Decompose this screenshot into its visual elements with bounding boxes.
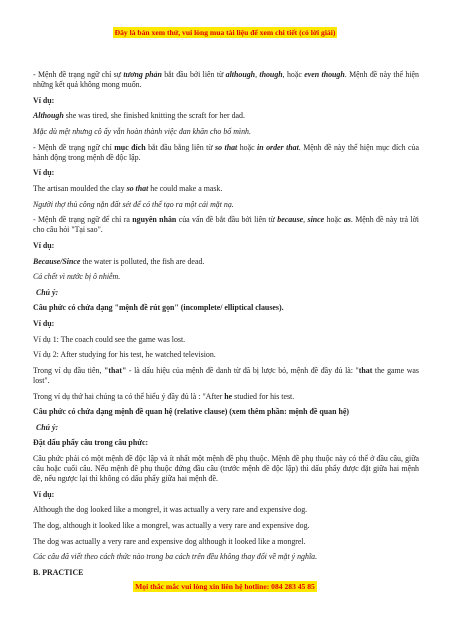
text: Trong ví dụ thứ hai chúng ta có thể hiểu ý đầy đủ là : "After <box>33 391 225 401</box>
text: bắt đầu bằng liên từ <box>145 142 216 152</box>
explanation-paragraph <box>33 392 419 402</box>
keyword: so that <box>126 183 149 193</box>
example-sentence <box>33 184 419 194</box>
term-contrast: tương phản <box>123 70 162 79</box>
explanation-paragraph <box>33 366 419 386</box>
text: - Mệnh đề trạng ngữ chỉ <box>33 142 115 152</box>
example-sentence: The dog, although it looked like a mongrel, was actually a very rare and expensive dog. <box>33 521 310 531</box>
practice-section-heading: B. PRACTICE <box>33 567 84 577</box>
example-translation: Mặc dù mệt nhưng cô ấy vẫn hoàn thành việc đan khăn cho bố mình. <box>33 126 251 136</box>
note-heading: Chú ý: <box>36 287 59 297</box>
keyword: though <box>259 70 283 79</box>
example-heading: Ví dụ: <box>33 95 55 105</box>
text: , hoặc <box>282 70 305 79</box>
text: he could make a mask. <box>148 183 223 193</box>
keyword: that <box>358 365 373 375</box>
term-reason: nguyên nhân <box>132 215 177 225</box>
example-heading: Ví dụ: <box>33 318 55 328</box>
text: , <box>303 215 308 225</box>
preview-notice-text: Đây là bản xem thử, vui lòng mua tài liệu để xem chi tiết (có lời giải) <box>114 28 336 37</box>
purpose-clause-paragraph <box>33 143 419 163</box>
text: The artisan moulded the clay <box>33 183 127 193</box>
text: hoặc <box>324 215 344 225</box>
keyword: in order that <box>257 142 299 152</box>
preview-notice-banner <box>0 28 450 37</box>
example-heading: Ví dụ: <box>33 489 55 499</box>
example-sentence: The dog was actually a very rare and expensive dog although it looked like a mongrel. <box>33 536 306 546</box>
text: . Mệnh đề này trả lời cho câu hỏi "Tại sao". <box>33 215 419 235</box>
text: - là dấu hiệu của mệnh đề danh từ đã bị lược bỏ, mệnh đề đầy đủ là: " <box>126 365 359 375</box>
example-translation: Người thợ thủ công nặn đất sét để có thể tạo ra một cái mặt nạ. <box>33 199 234 209</box>
example-note: Các câu đã viết theo cách thức nào trong ba cách trên đều không thay đổi về mặt ý nghĩa. <box>33 552 318 562</box>
example-sentence: Ví dụ 1: The coach could see the game was lost. <box>33 334 186 344</box>
keyword: Although <box>33 111 64 121</box>
example-sentence <box>33 257 419 267</box>
text: của vấn đề bắt đầu bởi liên từ <box>176 215 278 225</box>
text: the water is polluted, the fish are dead. <box>80 256 205 266</box>
text: bắt đầu bởi liên từ <box>161 70 226 79</box>
comma-rule-paragraph: Câu phức phải có một mệnh đề độc lập và ít nhất một mệnh đề phụ thuộc. Mệnh đề phụ thuộc này có thể ở đầu câu, giữa câu hoặc cuối câu. Nếu mệnh đề phụ thuộc đứng đầu câu (trước mệnh đề độc lập) thì dấu phẩy được đặt giữa hai mệnh đề, nếu ngược lại thì không có dấu phẩy giữa hai mệnh đề. <box>33 453 419 484</box>
example-sentence <box>33 111 419 121</box>
text: hoặc <box>237 142 258 152</box>
text: studied for his test. <box>232 391 295 401</box>
text: . Mệnh đề này thể hiện những kết quả không mong muốn. <box>33 70 419 90</box>
note-heading: Chú ý: <box>36 422 59 432</box>
text: . Mệnh đề này thể hiện mục đích của hành động trong mệnh đề độc lập. <box>33 142 419 162</box>
document-body <box>33 70 419 583</box>
keyword: since <box>307 215 325 225</box>
keyword: because <box>277 215 304 225</box>
keyword: Because/Since <box>33 256 81 266</box>
reason-clause-paragraph <box>33 215 419 235</box>
example-heading: Ví dụ: <box>33 168 55 178</box>
contrast-clause-paragraph <box>33 70 419 90</box>
text: - Mệnh đề trạng ngữ chỉ sự <box>33 70 124 79</box>
term-purpose: mục đích <box>114 142 146 152</box>
keyword: although <box>225 70 256 79</box>
section-heading-elliptical: Câu phức có chứa dạng "mệnh đề rút gọn" (incomplete/ elliptical clauses). <box>33 303 284 313</box>
keyword: as <box>343 215 351 225</box>
example-sentence: Ví dụ 2: After studying for his test, he watched television. <box>33 350 216 360</box>
section-heading-comma: Đặt dấu phẩy câu trong câu phức: <box>33 438 149 448</box>
keyword: "that" <box>103 365 127 375</box>
keyword: he <box>224 391 233 401</box>
section-heading-relative: Câu phức có chứa dạng mệnh đề quan hệ (relative clause) (xem thêm phần: mệnh đề quan hệ) <box>33 407 349 417</box>
keyword: so that <box>215 142 238 152</box>
text: Trong ví dụ đầu tiên, <box>33 365 104 375</box>
text: , <box>255 70 260 79</box>
keyword: even though <box>304 70 345 79</box>
text: the game was lost". <box>33 365 420 385</box>
text: - Mệnh đề trạng ngữ để chỉ ra <box>33 215 133 225</box>
example-translation: Cá chết vì nước bị ô nhiễm. <box>33 272 121 282</box>
example-sentence: Although the dog looked like a mongrel, it was actually a very rare and expensive dog. <box>33 505 308 515</box>
text: she was tired, she finished knitting the scraft for her dad. <box>63 111 245 121</box>
example-heading: Ví dụ: <box>33 240 55 250</box>
hotline-footer <box>0 582 450 591</box>
hotline-text: Mọi thắc mắc vui lòng xin liên hệ hotline: 084 283 45 85 <box>135 582 315 591</box>
